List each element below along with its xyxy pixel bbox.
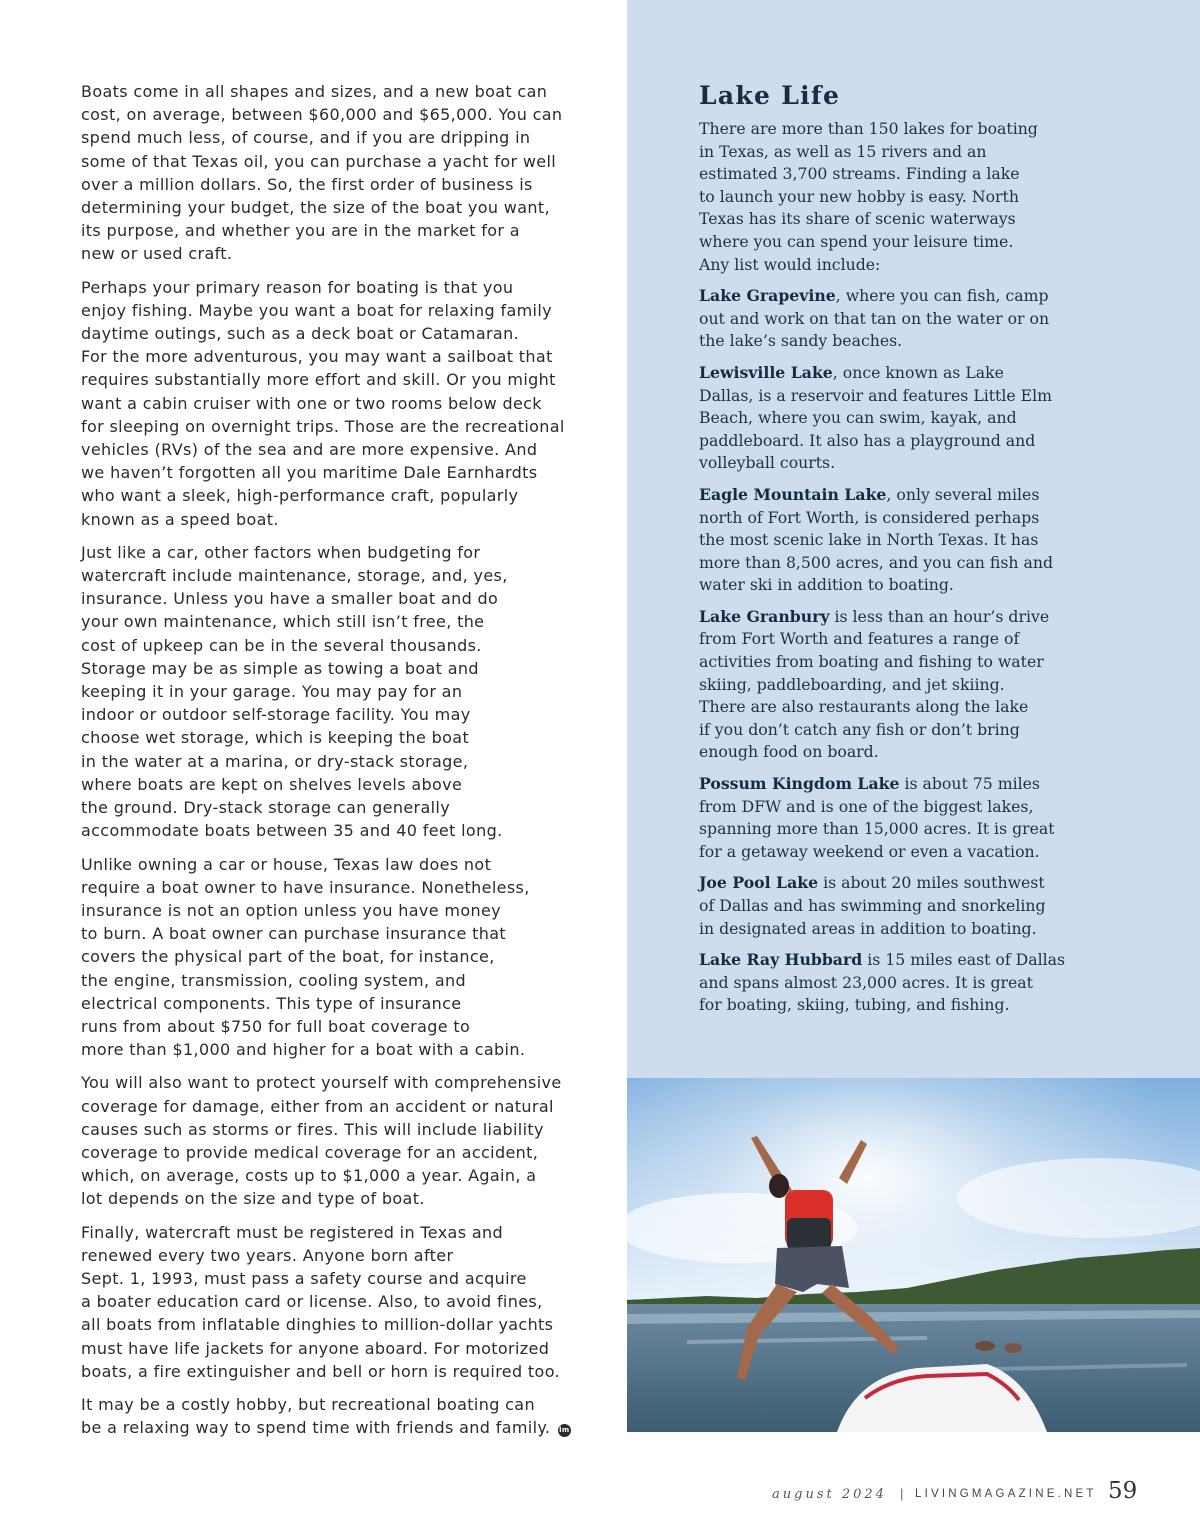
article-closing-text: It may be a costly hobby, but recreational boating can be a relaxing way to spend time with friends and family. — [81, 1394, 551, 1438]
article-paragraph-6: Finally, watercraft must be registered in Texas and renewed every two years. Anyone born after Sept. 1, 1993, must pass a safety course and acquire a boater education card or license. Also, to avoid fines, all boats from inflatable dinghies to million-dollar yachts must have life jackets for anyone aboard. For motorized boats, a fire extinguisher and bell or horn is required too. — [81, 1222, 560, 1381]
article-body — [81, 80, 596, 1449]
lake-description: , where you can fish, camp out and work on that tan on the water or on the lake’s sandy beaches. — [699, 286, 1050, 351]
lake-description: , once known as Lake Dallas, is a reservoir and features Little Elm Beach, where you can swim, kayak, and paddleboard. It also has a playground and volleyball courts. — [699, 362, 1052, 473]
sidebar-intro: There are more than 150 lakes for boating in Texas, as well as 15 rivers and an estimated 3,700 streams. Finding a lake to launch your new hobby is easy. North Texas has its share of scenic waterways where you can spend your leisure time. Any list would include: — [699, 119, 1038, 274]
lake-name: Lewisville Lake — [699, 362, 833, 382]
footer-separator: | — [900, 1486, 904, 1501]
lake-description: is about 75 miles from DFW and is one of the biggest lakes, spanning more than 15,000 acres. It is great for a getaway weekend or even a vacation. — [699, 774, 1055, 861]
end-mark-icon: lm — [558, 1424, 571, 1437]
lake-name: Eagle Mountain Lake — [699, 484, 887, 504]
lake-entry-joe-pool — [699, 872, 1139, 940]
photo-swimmer — [975, 1341, 995, 1351]
lake-description: is about 20 miles southwest of Dallas and has swimming and snorkeling in designated areas in addition to boating. — [699, 873, 1046, 938]
article-paragraph-1: Boats come in all shapes and sizes, and a new boat can cost, on average, between $60,000 and $65,000. You can spend much less, of course, and if you are dripping in some of that Texas oil, you can purchase a yacht for well over a million dollars. So, the first order of business is determining your budget, the size of the boat you want, its purpose, and whether you are in the market for a new or used craft. — [81, 82, 563, 264]
lake-entry-grapevine — [699, 285, 1139, 353]
lake-entry-eagle-mountain — [699, 484, 1139, 597]
page-footer — [760, 1480, 1140, 1510]
lake-description: is less than an hour’s drive from Fort Worth and features a range of activities from boating and fishing to water skiing, paddleboarding, and jet skiing. There are also restaurants along the lake if you don’t catch any fish or don’t bring enough food on board. — [699, 606, 1050, 762]
page-number: 59 — [1108, 1478, 1138, 1504]
lake-description: , only several miles north of Fort Worth, is considered perhaps the most scenic lake in North Texas. It has more than 8,500 acres, and you can fish and water ski in addition to boating. — [699, 484, 1053, 595]
magazine-website: LIVINGMAGAZINE.NET — [915, 1488, 1097, 1500]
lake-description: is 15 miles east of Dallas and spans almost 23,000 acres. It is great for boating, skiing, tubing, and fishing. — [699, 950, 1066, 1015]
photo-swimmer — [1004, 1343, 1022, 1353]
lake-name: Lake Granbury — [699, 606, 830, 626]
photo-illustration — [627, 1078, 1200, 1432]
issue-date: august 2024 — [772, 1487, 887, 1502]
lake-entry-possum-kingdom — [699, 773, 1139, 863]
lake-name: Lake Ray Hubbard — [699, 950, 863, 970]
article-paragraph-3: Just like a car, other factors when budgeting for watercraft include maintenance, storage, and, yes, insurance. Unless you have a smaller boat and do your own maintenance, which still isn’t free, the cost of upkeep can be in the several thousands. Storage may be as simple as towing a boat and keeping it in your garage. You may pay for an indoor or outdoor self-storage facility. You may choose wet storage, which is keeping the boat in the water at a marina, or dry-stack storage, where boats are kept on shelves levels above the ground. Dry-stack storage can generally accommodate boats between 35 and 40 feet long. — [81, 542, 508, 841]
lake-entry-ray-hubbard — [699, 949, 1139, 1017]
sidebar-content — [699, 80, 1139, 1026]
lake-entry-granbury — [699, 606, 1139, 764]
lake-name: Joe Pool Lake — [699, 873, 819, 893]
article-paragraph-4: Unlike owning a car or house, Texas law does not require a boat owner to have insurance. Nonetheless, insurance is not an option unless you have money to burn. A boat owner can purchase insurance that covers the physical part of the boat, for instance, the engine, transmission, cooling system, and electrical components. This type of insurance runs from about $750 for full boat coverage to more than $1,000 and higher for a boat with a cabin. — [81, 854, 530, 1060]
lake-entry-lewisville — [699, 362, 1139, 475]
article-paragraph-2: Perhaps your primary reason for boating is that you enjoy fishing. Maybe you want a boat for relaxing family daytime outings, such as a deck boat or Catamaran. For the more adventurous, you may want a sailboat that requires substantially more effort and skill. Or you might want a cabin cruiser with one or two rooms below deck for sleeping on overnight trips. Those are the recreational vehicles (RVs) of the sea and are more expensive. And we haven’t forgotten all you maritime Dale Earnhardts who want a sleek, high-performance craft, popularly known as a speed boat. — [81, 277, 565, 529]
article-paragraph-5: You will also want to protect yourself with comprehensive coverage for damage, either from an accident or natural causes such as storms or fires. This will include liability coverage to provide medical coverage for an accident, which, on average, costs up to $1,000 a year. Again, a lot depends on the size and type of boat. — [81, 1073, 562, 1209]
lake-name: Possum Kingdom Lake — [699, 774, 900, 794]
sidebar-title: Lake Life — [699, 81, 841, 110]
article-paragraph-7 — [81, 1393, 596, 1439]
lake-jump-photo — [627, 1078, 1200, 1432]
lake-name: Lake Grapevine — [699, 286, 836, 306]
lake-life-sidebar — [627, 0, 1200, 1078]
